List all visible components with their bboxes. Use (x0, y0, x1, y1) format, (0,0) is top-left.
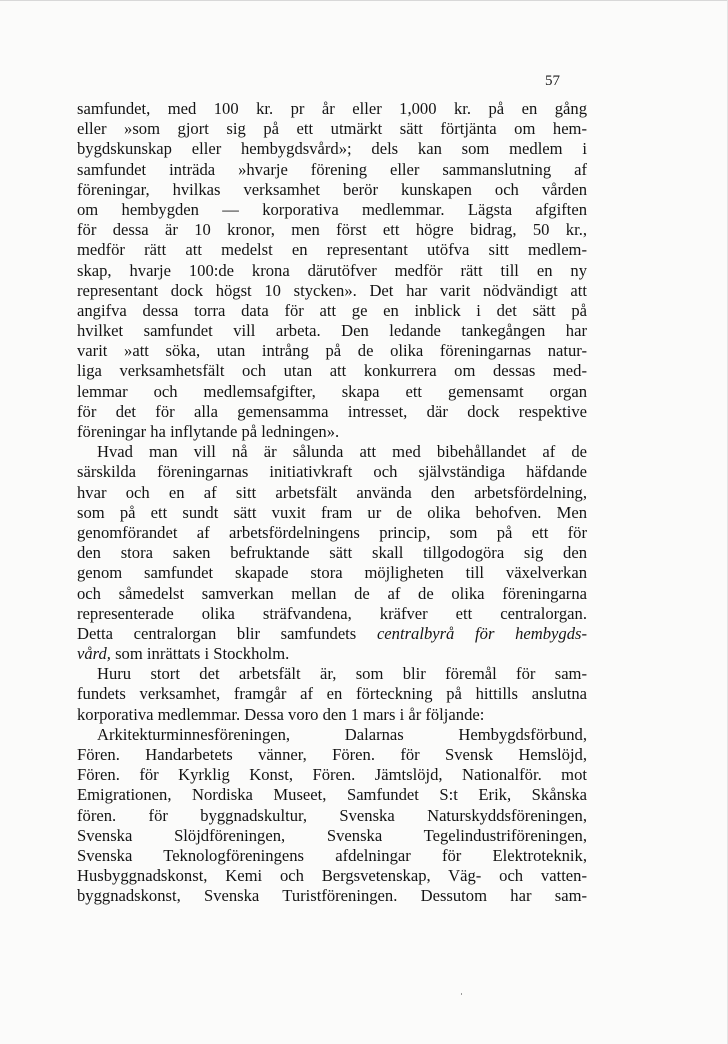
text-line: eller »som gjort sig på ett utmärkt sätt förtjänta om hem- (77, 119, 587, 139)
text-line: angifva dessa torra data för att ge en inblick i det sätt på (77, 300, 587, 320)
text-line: varit »att söka, utan intrång på de olika föreningarnas natur- (77, 341, 587, 361)
text-line: hvilket samfundet vill arbeta. Den ledande tankegången har (77, 321, 587, 341)
text-line: fundets verksamhet, framgår af en förteckning på hittills anslutna (77, 684, 587, 704)
text-line: om hembygden — korporativa medlemmar. Lägsta afgiften (77, 199, 587, 219)
text-line: som på ett sundt sätt vuxit fram ur de olika behofven. Men (77, 502, 587, 522)
text-segment: som inrättats i Stockholm. (110, 644, 290, 664)
text-line: Arkitekturminnesföreningen, Dalarnas Hembygdsförbund, (97, 724, 587, 744)
text-line: medför rätt att medelst en representant utöfva sitt medlem- (77, 240, 587, 260)
text-line: Svenska Teknologföreningens afdelningar för Elektroteknik, (77, 845, 587, 865)
text-line: föreningar, hvilkas verksamhet berör kunskapen och vården (77, 179, 587, 199)
italic-term: vård, (77, 644, 111, 664)
text-line: byggnadskonst, Svenska Turistföreningen. Dessutom har sam- (77, 886, 587, 906)
page-top-edge (0, 0, 728, 1)
text-line: den stora saken befruktande sätt skall tillgodogöra sig den (77, 543, 587, 563)
text-line: liga verksamhetsfält och utan att konkurrera om dessas med- (77, 361, 587, 381)
text-line: genom samfundet skapade stora möjligheten till växelverkan (77, 563, 587, 583)
body-text (77, 99, 587, 907)
text-line: representant dock högst 10 stycken». Det har varit nödvändigt att (77, 280, 587, 300)
page-number: 57 (545, 73, 560, 89)
text-line: representerade olika sträfvandena, kräfver ett centralorgan. (77, 603, 587, 623)
text-line: samfundet inträda »hvarje förening eller sammanslutning af (77, 159, 587, 179)
text-segment: Detta centralorgan blir samfundets (77, 623, 377, 643)
text-line: Fören. för Kyrklig Konst, Fören. Jämtslöjd, Nationalför. mot (77, 765, 587, 785)
text-line: Hvad man vill nå är sålunda att med bibehållandet af de (97, 442, 587, 462)
text-line: för dessa är 10 kronor, men först ett högre bidrag, 50 kr., (77, 220, 587, 240)
text-line (77, 624, 587, 644)
text-line (77, 644, 587, 664)
text-line: Huru stort det arbetsfält är, som blir föremål för sam- (97, 664, 587, 684)
text-line: Husbyggnadskonst, Kemi och Bergsvetenskap, Väg- och vatten- (77, 866, 587, 886)
paper-speck (461, 993, 462, 995)
text-line: genomförandet af arbetsfördelningens princip, som på ett för (77, 522, 587, 542)
text-line: föreningar ha inflytande på ledningen». (77, 422, 340, 441)
text-line: hvar och en af sitt arbetsfält använda den arbetsfördelning, (77, 482, 587, 502)
text-line: bygdskunskap eller hembygdsvård»; dels kan som medlem i (77, 139, 587, 159)
text-line: fören. för byggnadskultur, Svenska Naturskyddsföreningen, (77, 805, 587, 825)
text-line: och såmedelst samverkan mellan de af de olika föreningarna (77, 583, 587, 603)
text-line: korporativa medlemmar. Dessa voro den 1 mars i år följande: (77, 704, 485, 724)
text-line: Svenska Slöjdföreningen, Svenska Tegelindustriföreningen, (77, 825, 587, 845)
text-line: skap, hvarje 100:de krona därutöfver medför rätt till en ny (77, 260, 587, 280)
text-line: särskilda föreningarnas initiativkraft och självständiga häfdande (77, 462, 587, 482)
text-line: lemmar och medlemsafgifter, skapa ett gemensamt organ (77, 381, 587, 401)
text-line: samfundet, med 100 kr. pr år eller 1,000 kr. på en gång (77, 99, 587, 118)
text-line: för det för alla gemensamma intresset, där dock respektive (77, 401, 587, 421)
text-line: Emigrationen, Nordiska Museet, Samfundet S:t Erik, Skånska (77, 785, 587, 805)
italic-term: centralbyrå för hembygds- (376, 623, 587, 643)
text-line: Fören. Handarbetets vänner, Fören. för Svensk Hemslöjd, (77, 745, 587, 764)
